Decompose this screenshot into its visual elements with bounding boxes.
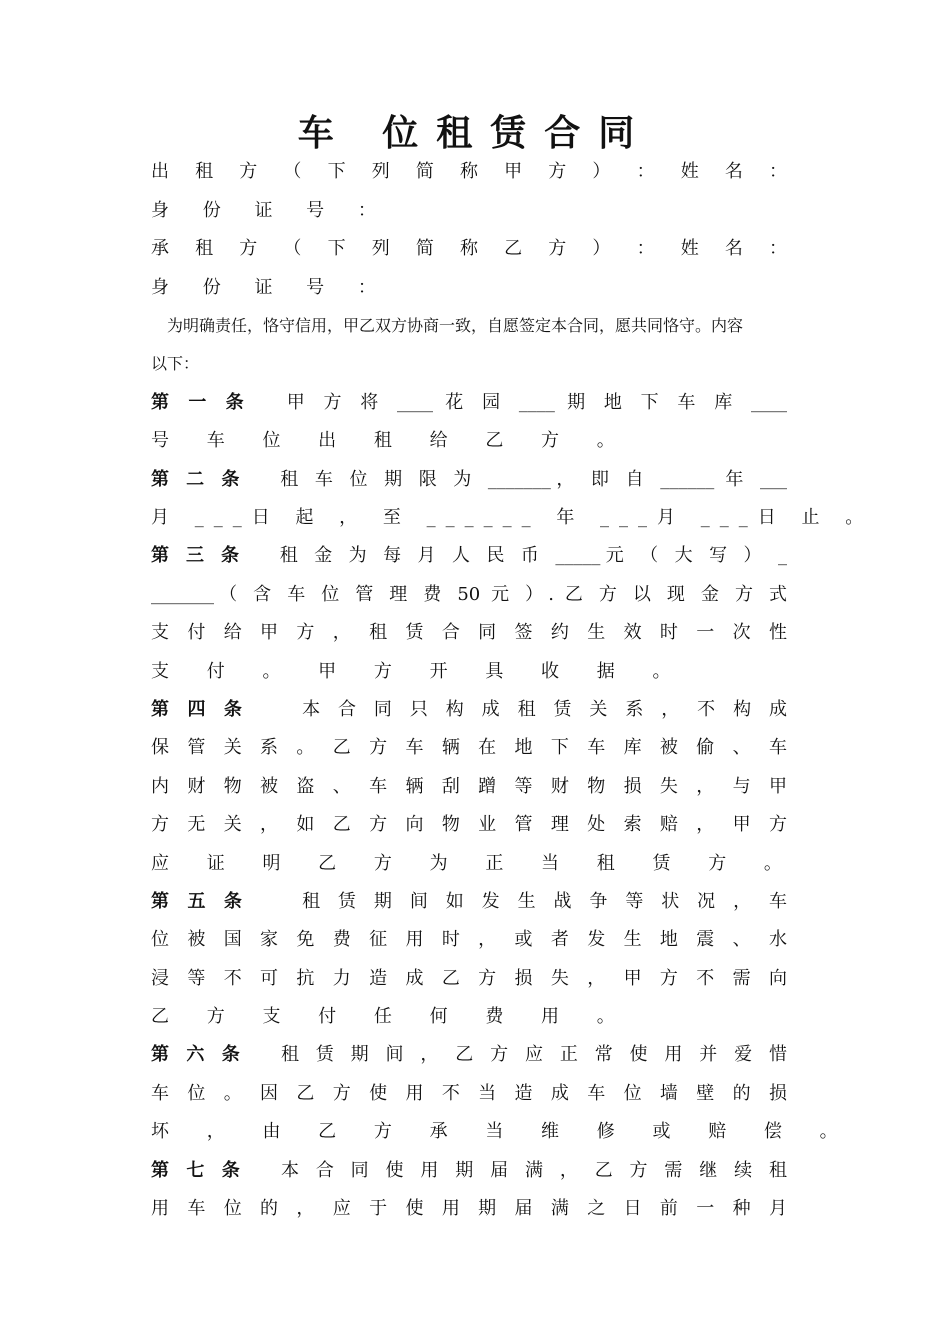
article-6-line-1 <box>151 1037 787 1073</box>
article-3-line-2 <box>151 577 787 613</box>
party-a-line <box>151 154 787 190</box>
article-4-line-2 <box>151 730 787 766</box>
article-7-text-2: 用 车 位 的 ， 应 于 使 用 期 届 满 之 日 前 一 种 月 <box>151 1198 787 1219</box>
article-6-line-3 <box>151 1114 854 1150</box>
article-7-line-2 <box>151 1191 787 1227</box>
article-3-text-1: 租 金 为 每 月 人 民 币 _____元 （ 大 写 ） _ <box>274 545 787 566</box>
article-1-text-1: 甲 方 将 ____ 花 园 ____ 期 地 下 车 库 ____ <box>280 392 787 413</box>
article-4-heading: 第 四 条 <box>151 699 249 720</box>
article-1-line-2 <box>151 423 787 459</box>
party-a-id-line <box>151 193 787 229</box>
party-b-id-line <box>151 270 787 306</box>
article-2-text-2: 月 ___日 起 ， 至 ______ 年 ___月 ___日 止 。 <box>151 507 874 528</box>
party-b-id-text: 身 份 证 号 ： <box>151 277 390 298</box>
document-title: 车 位租赁合同 <box>297 113 653 154</box>
article-3-text-3: 支 付 给 甲 方 ， 租 赁 合 同 签 约 生 效 时 一 次 性 <box>151 622 787 643</box>
article-2-text-1: 租 车 位 期 限 为 _______， 即 自 ______ 年 ___ <box>274 469 787 490</box>
article-7-text-1: 本 合 同 使 用 期 届 满 ， 乙 方 需 继 续 租 <box>275 1160 787 1181</box>
party-b-text: 承 租 方 （ 下 列 简 称 乙 方 ） ： 姓 名 ： <box>151 238 787 259</box>
party-b-line <box>151 231 787 267</box>
preamble-line-2 <box>151 346 803 382</box>
article-3-text-2: _______（ 含 车 位 管 理 费 50 元 ）. 乙 方 以 现 金 方 式 <box>151 584 787 605</box>
preamble-text-1: 为明确责任，恪守信用，甲乙双方协商一致，自愿签定本合同，愿共同恪守。内容 <box>167 316 744 335</box>
article-6-text-3: 坏 ， 由 乙 方 承 当 维 修 或 赔 偿 。 <box>151 1121 854 1142</box>
article-4-text-4: 方 无 关 ， 如 乙 方 向 物 业 管 理 处 索 赔 ， 甲 方 <box>151 814 787 835</box>
article-4-text-5: 应 证 明 乙 方 为 正 当 租 赁 方 。 <box>151 853 798 874</box>
article-3-line-3 <box>151 615 787 651</box>
article-6-text-1: 租 赁 期 间 ， 乙 方 应 正 常 使 用 并 爱 惜 <box>275 1044 787 1065</box>
article-4-text-1: 本 合 同 只 构 成 租 赁 关 系 ， 不 构 成 <box>296 699 787 720</box>
article-6-heading: 第 六 条 <box>151 1044 246 1065</box>
article-2-line-2 <box>151 500 874 536</box>
article-5-line-1 <box>151 884 787 920</box>
article-2-line-1 <box>151 462 787 498</box>
article-6-text-2: 车 位 。 因 乙 方 使 用 不 当 造 成 车 位 墙 壁 的 损 <box>151 1083 787 1104</box>
article-4-line-4 <box>151 807 787 843</box>
article-4-line-5 <box>151 846 798 882</box>
article-4-line-1 <box>151 692 787 728</box>
article-6-line-2 <box>151 1076 787 1112</box>
article-7-line-1 <box>151 1153 787 1189</box>
article-5-text-4: 乙 方 支 付 任 何 费 用 。 <box>151 1006 631 1027</box>
article-2-heading: 第 二 条 <box>151 469 245 490</box>
article-5-line-2 <box>151 922 787 958</box>
article-3-heading: 第 三 条 <box>151 545 245 566</box>
article-1-line-1 <box>151 385 787 421</box>
article-5-text-3: 浸 等 不 可 抗 力 造 成 乙 方 损 失 ， 甲 方 不 需 向 <box>151 968 787 989</box>
preamble-text-2: 以下： <box>151 354 200 373</box>
article-1-text-2: 号 车 位 出 租 给 乙 方 。 <box>151 430 631 451</box>
article-5-text-1: 租 赁 期 间 如 发 生 战 争 等 状 况 ， 车 <box>296 891 787 912</box>
article-3-line-1 <box>151 538 787 574</box>
article-5-line-3 <box>151 961 787 997</box>
article-3-text-4: 支 付 。 甲 方 开 具 收 据 。 <box>151 661 687 682</box>
article-4-text-2: 保 管 关 系 。 乙 方 车 辆 在 地 下 车 库 被 偷 、 车 <box>151 737 787 758</box>
article-5-text-2: 位 被 国 家 免 费 征 用 时 ， 或 者 发 生 地 震 、 水 <box>151 929 787 950</box>
party-a-id-text: 身 份 证 号 ： <box>151 200 390 221</box>
preamble-line-1 <box>151 308 803 344</box>
article-3-line-4 <box>151 654 787 690</box>
article-5-heading: 第 五 条 <box>151 891 249 912</box>
article-4-line-3 <box>151 769 787 805</box>
article-1-heading: 第 一 条 <box>151 392 251 413</box>
article-4-text-3: 内 财 物 被 盗 、 车 辆 刮 蹭 等 财 物 损 失 ， 与 甲 <box>151 776 787 797</box>
article-5-line-4 <box>151 999 787 1035</box>
party-a-text: 出 租 方 （ 下 列 简 称 甲 方 ） ： 姓 名 ： <box>151 161 787 182</box>
article-7-heading: 第 七 条 <box>151 1160 246 1181</box>
